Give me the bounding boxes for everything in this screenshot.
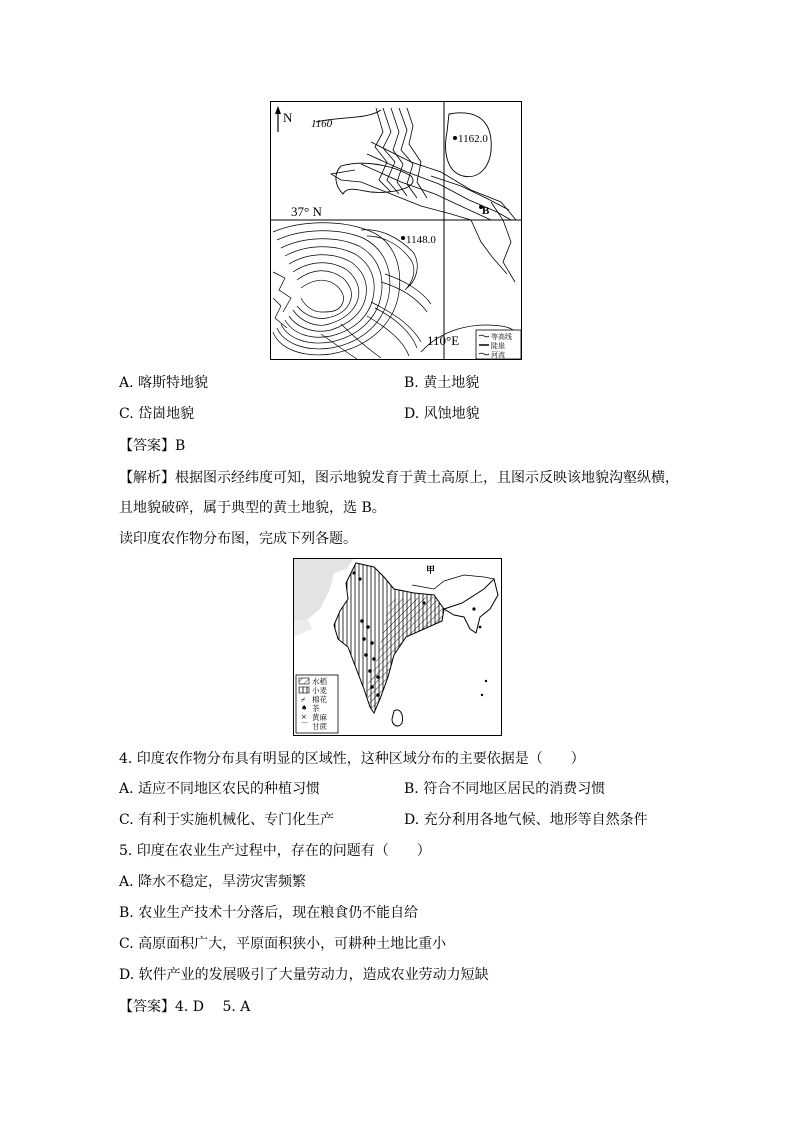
option-c: C. 岱崮地貌	[119, 406, 195, 422]
legend-contour-label: 等高线	[491, 333, 512, 341]
elevation-1148: 1148.0	[406, 234, 436, 246]
legend-sugarcane: 甘蔗	[312, 722, 327, 731]
sugarcane-legend-icon: ⌒	[301, 722, 308, 730]
q4-option-d: D. 充分利用各地气候、地形等自然条件	[404, 812, 648, 828]
intro-text: 读印度农作物分布图，完成下列各题。	[119, 531, 357, 547]
option-b: B. 黄土地貌	[404, 375, 480, 391]
legend-river-label: 河流	[491, 351, 505, 359]
region-jia-label: 甲	[426, 566, 436, 576]
legend-cotton: 棉花	[312, 695, 327, 704]
question-4-stem: 4. 印度农作物分布具有明显的区域性，这种区域分布的主要依据是（ ）	[119, 751, 585, 767]
analysis-line-2: 且地貌破碎，属于典型的黄土地貌，选 B。	[119, 500, 386, 516]
question-5-stem: 5. 印度在农业生产过程中，存在的问题有（ ）	[119, 843, 431, 859]
legend-wheat: 小麦	[312, 686, 327, 695]
contour-label-1160: 1160	[311, 118, 333, 130]
legend-tea: 茶	[312, 704, 320, 713]
contour-map-figure	[270, 101, 522, 360]
latitude-label: 37° N	[291, 204, 322, 219]
q5-option-d: D. 软件产业的发展吸引了大量劳动力，造成农业劳动力短缺	[119, 967, 489, 983]
elevation-1162: 1162.0	[458, 133, 488, 145]
option-d: D. 风蚀地貌	[404, 406, 480, 422]
legend-jute: 黄麻	[312, 713, 327, 722]
q4-option-b: B. 符合不同地区居民的消费习惯	[404, 781, 606, 797]
tea-legend-icon: ♠	[301, 704, 308, 712]
q5-option-a: A. 降水不稳定，旱涝灾害频繁	[119, 874, 307, 890]
answer-1: 【答案】B	[119, 438, 186, 454]
crop-legend	[296, 675, 338, 733]
answer-2: 【答案】4. D 5. A	[119, 999, 251, 1015]
q4-option-a: A. 适应不同地区农民的种植习惯	[119, 781, 321, 797]
point-b-label: B	[482, 205, 490, 217]
q5-option-b: B. 农业生产技术十分落后，现在粮食仍不能自给	[119, 905, 419, 921]
legend-cliff-label: 陡崖	[491, 342, 505, 350]
jute-legend-icon: ×	[301, 713, 307, 721]
north-label: N	[283, 110, 293, 125]
india-crop-map-figure	[293, 558, 502, 736]
q4-option-c: C. 有利于实施机械化、专门化生产	[119, 812, 335, 828]
contour-map-legend	[476, 330, 521, 359]
analysis-line-1: 【解析】根据图示经纬度可知，图示地貌发育于黄土高原上，且图示反映该地貌沟壑纵横，	[119, 470, 679, 486]
wheat-legend-icon	[299, 687, 309, 693]
longitude-label: 110°E	[427, 333, 460, 348]
q5-option-c: C. 高原面积广大，平原面积狭小，可耕种土地比重小	[119, 936, 447, 952]
option-a: A. 喀斯特地貌	[119, 375, 209, 391]
cotton-legend-icon: ⌿	[301, 696, 306, 704]
legend-rice: 水稻	[312, 677, 327, 686]
rice-legend-icon	[299, 678, 309, 684]
